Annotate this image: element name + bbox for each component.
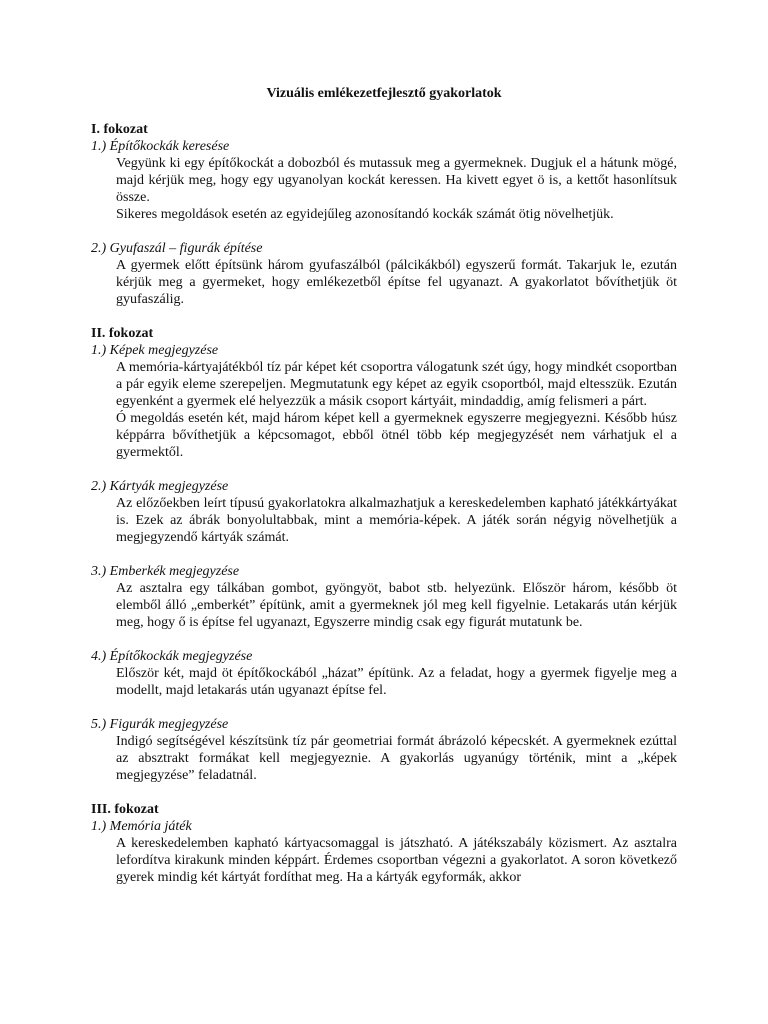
exercise-paragraph: Az előzőekben leírt típusú gyakorlatokra alkalmazhatjuk a kereskedelemben kapható játékkártyákat is. Ezek az ábrák bonyolultabbak, mint a memória-képek. A játék során négyig növelhetjük a megjegyzendő kártyák számát. [116,496,677,545]
exercise [91,342,677,461]
exercise-paragraph: Sikeres megoldások esetén az egyidejűleg azonosítandó kockák számát ötig növelhetjük. [116,207,614,222]
document-title: Vizuális emlékezetfejlesztő gyakorlatok [266,86,502,101]
level-heading: I. fokozat [91,122,148,137]
exercise-title: 3.) Emberkék megjegyzése [91,564,240,579]
exercise-paragraph: Vegyünk ki egy építőkockát a dobozból és mutassuk meg a gyermeknek. Dugjuk el a hátunk mögé, majd kérjük meg, hogy egy ugyanolyan kockát keressen. Ha kivett egyet ö is, a kettőt hasonlítsuk össze. [116,156,677,205]
exercise-title: 2.) Gyufaszál – figurák építése [91,241,263,256]
exercise-paragraph: A gyermek előtt építsünk három gyufaszálból (pálcikákból) egyszerű formát. Takarjuk le, ezután kérjük meg a gyermeket, hogy emlékezetből építse fel ugyanazt. A gyakorlatot bővíthetjük öt gyufaszálig. [116,258,677,307]
exercise-title: 4.) Építőkockák megjegyzése [91,649,253,664]
exercise-title: 1.) Memória játék [91,819,192,834]
exercise-paragraph: Az asztalra egy tálkában gombot, gyöngyöt, babot stb. helyezünk. Először három, később öt elemből álló „emberkét” építünk, amit a gyermeknek jól meg kell figyelnie. Letakarás után kérjük meg, hogy ő is építse fel ugyanazt, Egyszerre mindig csak egy figurát mutatunk be. [116,581,677,630]
exercise [91,563,677,631]
exercise-title: 2.) Kártyák megjegyzése [91,479,229,494]
exercise-title: 1.) Képek megjegyzése [91,343,219,358]
exercise [91,240,677,308]
exercise-title: 5.) Figurák megjegyzése [91,717,229,732]
document-body [91,121,677,886]
level-heading: II. fokozat [91,326,154,341]
section-level-1 [91,121,677,308]
exercise-title: 1.) Építőkockák keresése [91,139,230,154]
exercise-paragraph: A memória-kártyajátékból tíz pár képet két csoportra válogatunk szét úgy, hogy mindkét csoportban a pár egyik eleme szerepeljen. Megmutatunk egy képet az egyik csoportból, majd eltesszük. Ezután egyenként a gyermek elé helyezzük a másik csoport kártyáit, mindaddig, amíg felismeri a párt. [116,360,677,409]
exercise [91,648,677,699]
exercise-paragraph: A kereskedelemben kapható kártyacsomaggal is játszható. A játékszabály közismert. Az asztalra lefordítva kirakunk minden képpárt. Érdemes csoportban végezni a gyakorlatot. A soron következő gyerek mindig két kártyát fordíthat meg. Ha a kártyák egyformák, akkor [116,836,677,885]
section-level-3 [91,801,677,886]
exercise-paragraph: Először két, majd öt építőkockából „házat” építünk. Az a feladat, hogy a gyermek figyelje meg a modellt, majd letakarás után ugyanazt építse fel. [116,666,677,698]
exercise [91,818,677,886]
level-heading: III. fokozat [91,802,159,817]
exercise-paragraph: Ó megoldás esetén két, majd három képet kell a gyermeknek egyszerre megjegyezni. Később húsz képpárra bővíthetjük a képcsomagot, ebből ötnél több kép megjegyzését nem várhatjuk el a gyermektől. [116,411,677,460]
exercise [91,716,677,784]
exercise [91,478,677,546]
exercise [91,138,677,223]
exercise-paragraph: Indigó segítségével készítsünk tíz pár geometriai formát ábrázoló képecskét. A gyermeknek ezúttal az absztrakt formákat kell megjegyeznie. A gyakorlás ugyanúgy történik, mint a „képek megjegyzése” feladatnál. [116,734,677,783]
section-level-2 [91,325,677,784]
